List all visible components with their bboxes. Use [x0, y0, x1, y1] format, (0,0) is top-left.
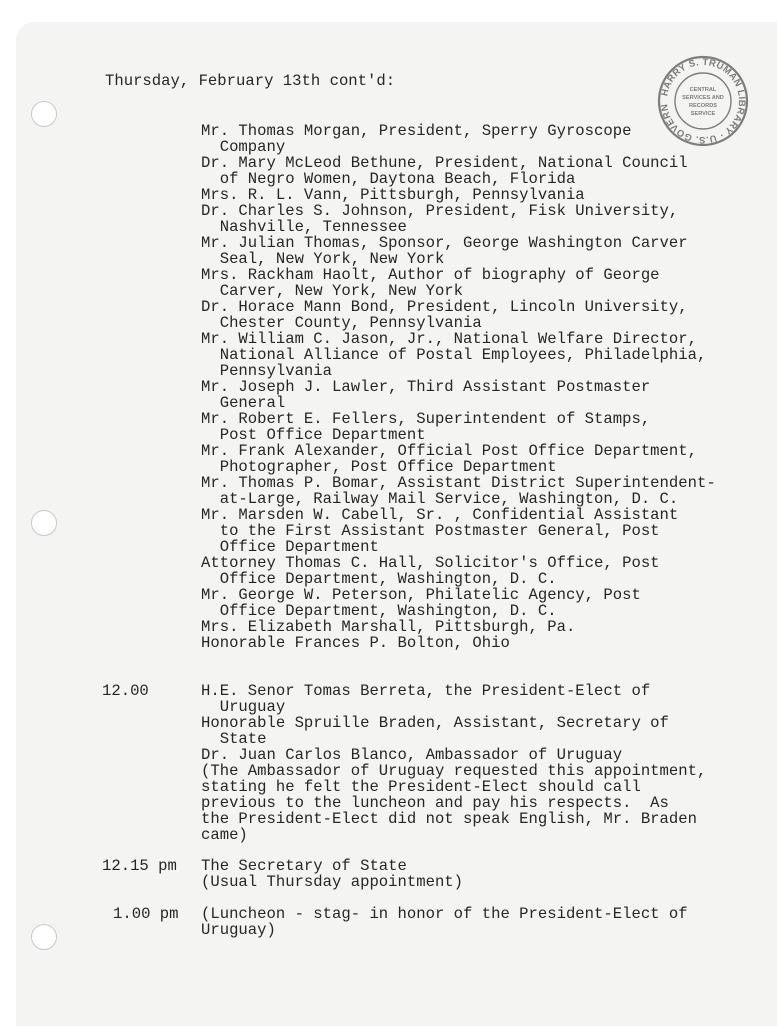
appointment-line: (Luncheon - stag- in honor of the President-Elect of	[201, 905, 688, 923]
guest-line: to the First Assistant Postmaster General, Post	[201, 522, 660, 540]
guest-line: Dr. Horace Mann Bond, President, Lincoln University,	[201, 298, 688, 316]
guest-line: General	[201, 394, 286, 412]
guest-line: Dr. Charles S. Johnson, President, Fisk University,	[201, 202, 679, 220]
guest-line: Post Office Department	[201, 426, 426, 444]
stamp-inner-line: SERVICES AND	[682, 95, 724, 101]
guest-line: Honorable Frances P. Bolton, Ohio	[201, 634, 510, 652]
appointment-line: previous to the luncheon and pay his respects. As	[201, 794, 669, 812]
appointment-line: came)	[201, 826, 248, 844]
guest-line: Mr. William C. Jason, Jr., National Welfare Director,	[201, 330, 697, 348]
punch-hole	[31, 924, 57, 950]
guest-line: Carver, New York, New York	[201, 282, 464, 300]
guest-line: Office Department, Washington, D. C.	[201, 570, 557, 588]
guest-line: Dr. Mary McLeod Bethune, President, National Council	[201, 154, 688, 172]
appointment-line: Dr. Juan Carlos Blanco, Ambassador of Uruguay	[201, 746, 623, 764]
stamp-inner-line: SERVICE	[690, 111, 716, 117]
stamp-inner-line: CENTRAL	[689, 87, 717, 93]
appointment-line: Uruguay	[201, 698, 286, 716]
guest-line: Nashville, Tennessee	[201, 218, 407, 236]
appointment-line: The Secretary of State	[201, 857, 407, 875]
appointment-line: the President-Elect did not speak English, Mr. Braden	[201, 810, 697, 828]
appointment-time: 12.15 pm	[102, 857, 177, 875]
appointment-line: (Usual Thursday appointment)	[201, 873, 464, 891]
stamp-ring-text: HARRY S. TRUMAN LIBRARY · U.S. GOVERN	[659, 56, 748, 146]
guest-line: Mr. Robert E. Fellers, Superintendent of Stamps,	[201, 410, 651, 428]
guest-line: Mrs. Rackham Haolt, Author of biography of George	[201, 266, 660, 284]
appointment-time: 1.00 pm	[113, 905, 179, 923]
guest-line: Office Department, Washington, D. C.	[201, 602, 557, 620]
guest-line: Mr. Joseph J. Lawler, Third Assistant Postmaster	[201, 378, 651, 396]
guest-line: Seal, New York, New York	[201, 250, 445, 268]
punch-hole	[31, 101, 57, 127]
guest-line: Mrs. Elizabeth Marshall, Pittsburgh, Pa.	[201, 618, 576, 636]
guest-line: Attorney Thomas C. Hall, Solicitor's Office, Post	[201, 554, 660, 572]
guest-line: of Negro Women, Daytona Beach, Florida	[201, 170, 576, 188]
guest-line: Mr. Thomas P. Bomar, Assistant District Superintendent-	[201, 474, 716, 492]
guest-line: Photographer, Post Office Department	[201, 458, 557, 476]
appointment-line: (The Ambassador of Uruguay requested this appointment,	[201, 762, 707, 780]
guest-line: National Alliance of Postal Employees, Philadelphia,	[201, 346, 707, 364]
guest-line: Mr. Frank Alexander, Official Post Office Department,	[201, 442, 697, 460]
guest-line: Mr. Julian Thomas, Sponsor, George Washington Carver	[201, 234, 688, 252]
appointment-line: State	[201, 730, 267, 748]
appointment-line: H.E. Senor Tomas Berreta, the President-Elect of	[201, 682, 651, 700]
guest-line: Mr. George W. Peterson, Philatelic Agency, Post	[201, 586, 641, 604]
appointment-line: Honorable Spruille Braden, Assistant, Secretary of	[201, 714, 669, 732]
guest-line: Company	[201, 138, 286, 156]
guest-line: Mr. Marsden W. Cabell, Sr. , Confidential Assistant	[201, 506, 679, 524]
guest-line: Chester County, Pennsylvania	[201, 314, 482, 332]
guest-line: at-Large, Railway Mail Service, Washington, D. C.	[201, 490, 679, 508]
page-heading: Thursday, February 13th cont'd:	[105, 72, 396, 90]
guest-line: Mr. Thomas Morgan, President, Sperry Gyroscope	[201, 122, 632, 140]
guest-line: Office Department	[201, 538, 379, 556]
guest-line: Mrs. R. L. Vann, Pittsburgh, Pennsylvania	[201, 186, 585, 204]
archive-stamp	[657, 55, 749, 147]
appointment-line: Uruguay)	[201, 921, 276, 939]
stamp-inner-line: RECORDS	[689, 103, 717, 109]
punch-hole	[31, 510, 57, 536]
appointment-time: 12.00	[102, 682, 149, 700]
guest-line: Pennsylvania	[201, 362, 333, 380]
appointment-line: stating he felt the President-Elect should call	[201, 778, 641, 796]
